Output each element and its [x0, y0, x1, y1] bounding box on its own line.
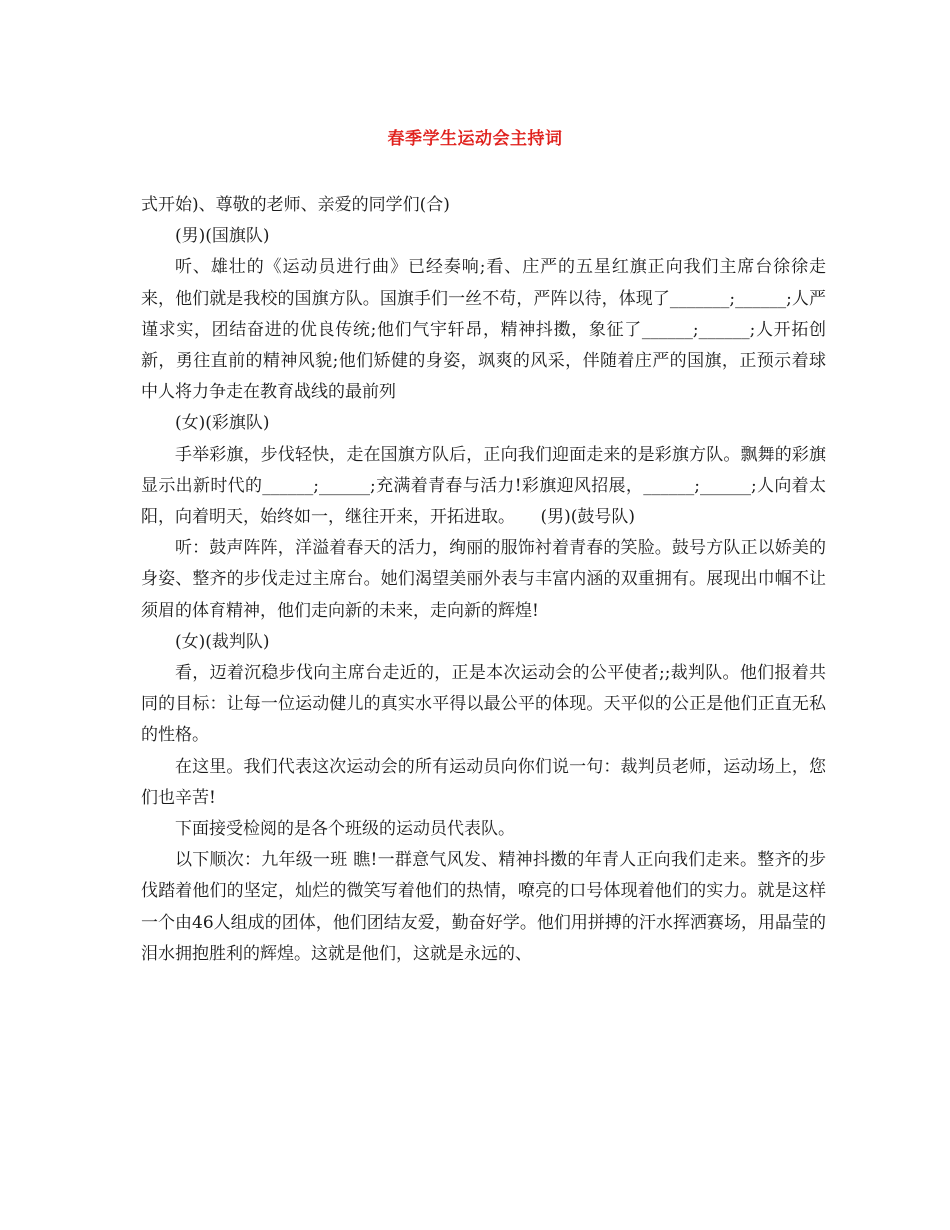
paragraph: 手举彩旗，步伐轻快，走在国旗方队后，正向我们迎面走来的是彩旗方队。飘舞的彩旗显示出新时代的______;______;充满着青春与活力!彩旗迎风招展，______;______;人向着太阳，向着明天，始终如一，继往开来，开拓进取。 (男)(鼓号队): [141, 444, 826, 528]
paragraph: (女)(彩旗队): [175, 413, 270, 434]
document-title: 春季学生运动会主持词: [387, 129, 563, 149]
paragraph: 下面接受检阅的是各个班级的运动员代表队。: [175, 819, 515, 840]
paragraph: 听、雄壮的《运动员进行曲》已经奏响;看、庄严的五星红旗正向我们主席台徐徐走来，他们就是我校的国旗方队。国旗手们一丝不苟，严阵以待，体现了_______;______;人严谨求实，团结奋进的优良传统;他们气宇轩昂，精神抖擞，象征了______;______;人开拓创新，勇往直前的精神风貌;他们矫健的身姿，飒爽的风采，伴随着庄严的国旗，正预示着球中人将力争走在教育战线的最前列: [141, 257, 826, 403]
document-body: [141, 190, 826, 970]
paragraph: 看，迈着沉稳步伐向主席台走近的，正是本次运动会的公平使者;;裁判队。他们报着共同的目标：让每一位运动健儿的真实水平得以最公平的体现。天平似的公正是他们正直无私的性格。: [141, 663, 826, 746]
paragraph: 在这里。我们代表这次运动会的所有运动员向你们说一句：裁判员老师，运动场上，您们也辛苦!: [141, 756, 826, 808]
paragraph: 听：鼓声阵阵，洋溢着春天的活力，绚丽的服饰衬着青春的笑脸。鼓号方队正以娇美的身姿、整齐的步伐走过主席台。她们渴望美丽外表与丰富内涵的双重拥有。展现出巾帼不让须眉的体育精神，他们走向新的未来，走向新的辉煌!: [141, 538, 826, 621]
paragraph: 以下顺次：九年级一班 瞧!一群意气风发、精神抖擞的年青人正向我们走来。整齐的步伐踏着他们的坚定，灿烂的微笑写着他们的热情，嘹亮的口号体现着他们的实力。就是这样一个由46人组成的团体，他们团结友爱，勤奋好学。他们用拼搏的汗水挥洒赛场，用晶莹的泪水拥抱胜利的辉煌。这就是他们，这就是永远的、: [141, 850, 826, 964]
paragraph: 式开始)、尊敬的老师、亲爱的同学们(合): [141, 195, 450, 215]
paragraph: (男)(国旗队): [175, 226, 270, 247]
paragraph: (女)(裁判队): [175, 631, 270, 652]
